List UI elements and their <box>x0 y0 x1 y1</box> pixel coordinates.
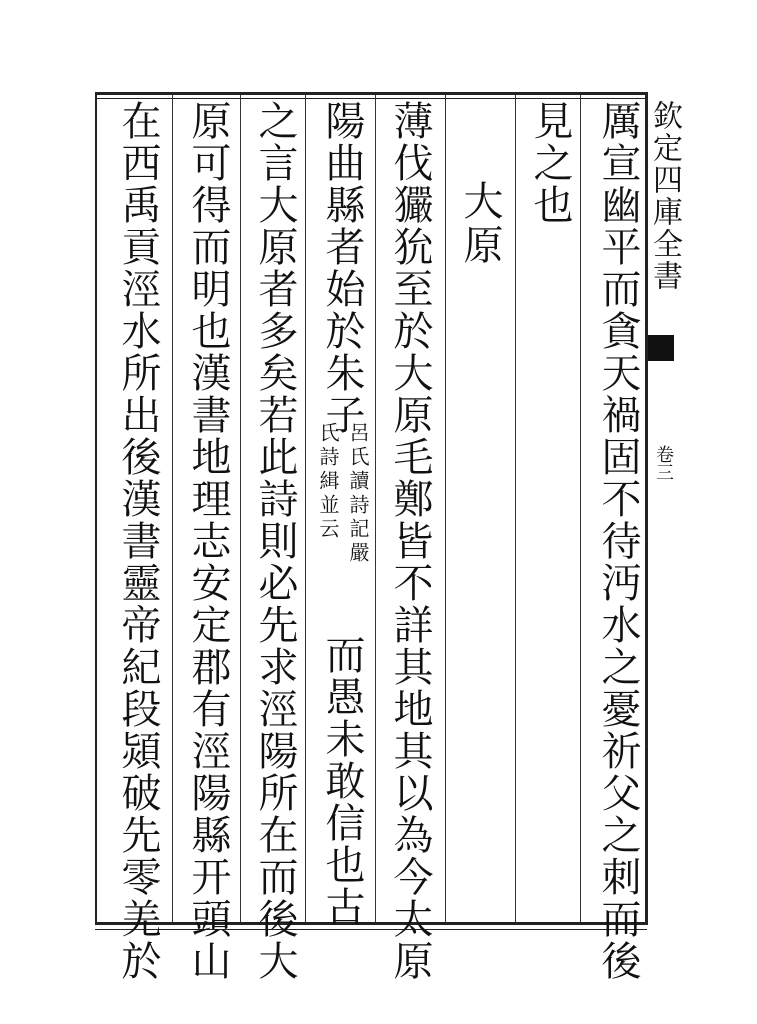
interlinear-note-left: 氏詩緝並云 <box>316 422 340 542</box>
top-border-rule <box>95 92 647 95</box>
column-divider <box>375 95 376 922</box>
column-divider <box>445 95 446 922</box>
interlinear-note-right: 呂氏讀詩記嚴 <box>346 422 370 566</box>
column-divider <box>515 95 516 922</box>
text-column-7: 原可得而明也漢書地理志安定郡有涇陽縣开頭山 <box>185 100 231 982</box>
text-column-2: 見之也 <box>527 100 573 226</box>
top-border-rule-inner <box>95 98 647 99</box>
text-column-8: 在西禹貢涇水所出後漢書靈帝紀段熲破先零羌於 <box>115 100 161 982</box>
column-divider <box>580 95 581 922</box>
text-column-1: 厲宣幽平而貪天禍固不待沔水之憂祈父之刺而後 <box>595 100 641 982</box>
column-divider <box>305 95 306 922</box>
column-divider <box>172 95 173 922</box>
text-column-5-after-note: 而愚未敢信也古 <box>319 634 365 928</box>
left-border-rule <box>95 92 97 925</box>
margin-book-title: 欽定四庫全書 <box>647 100 682 292</box>
text-column-5-before-note: 陽曲縣者始於朱子 <box>319 100 365 436</box>
margin-fishtail-block <box>648 335 674 361</box>
column-divider <box>240 95 241 922</box>
text-column-4: 薄伐玁狁至於大原毛鄭皆不詳其地其以為今太原 <box>387 100 433 982</box>
margin-volume-label: 卷三 <box>653 445 674 481</box>
section-heading: 大原 <box>457 180 503 268</box>
text-column-6: 之言大原者多矣若此詩則必先求涇陽所在而後大 <box>252 100 298 982</box>
